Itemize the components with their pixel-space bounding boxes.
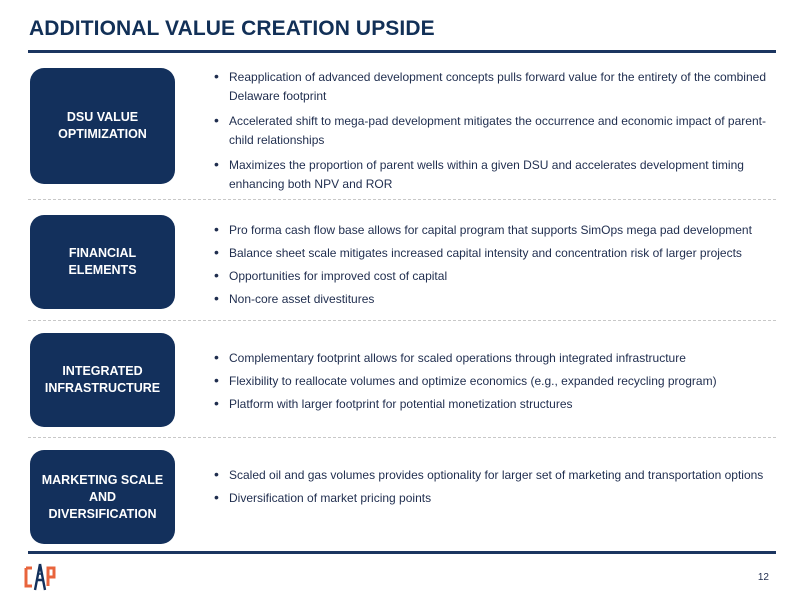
- section-label-box: [30, 450, 175, 544]
- bullet-item: • Accelerated shift to mega-pad development mitigates the occurrence and economic impact of parent-child relationships: [214, 112, 774, 150]
- bullet-item: • Balance sheet scale mitigates increased capital intensity and concentration risk of larger projects: [214, 244, 774, 263]
- bullet-list: [214, 349, 774, 414]
- bullet-item: • Diversification of market pricing points: [214, 489, 774, 508]
- title-underline: [28, 50, 776, 53]
- bullet-item: • Scaled oil and gas volumes provides optionality for larger set of marketing and transportation options: [214, 466, 774, 485]
- bullet-item: • Non-core asset divestitures: [214, 290, 774, 309]
- section-label: DSU VALUE OPTIMIZATION: [58, 110, 147, 141]
- section-label-box: [30, 333, 175, 427]
- bullet-item: • Maximizes the proportion of parent wells within a given DSU and accelerates development timing enhancing both NPV and ROR: [214, 156, 774, 194]
- section-marketing-scale: [28, 450, 776, 546]
- section-label: INTEGRATED INFRASTRUCTURE: [44, 364, 161, 395]
- bullet-list: [214, 68, 774, 194]
- section-label-box: [30, 215, 175, 309]
- bullet-item: • Reapplication of advanced development concepts pulls forward value for the entirety of the combined Delaware footprint: [214, 68, 774, 106]
- bullet-item: • Complementary footprint allows for scaled operations through integrated infrastructure: [214, 349, 774, 368]
- section-integrated-infrastructure: [28, 333, 776, 429]
- company-logo: [24, 562, 56, 592]
- bullet-item: • Flexibility to reallocate volumes and optimize economics (e.g., expanded recycling program): [214, 372, 774, 391]
- section-label: FINANCIAL ELEMENTS: [68, 246, 137, 277]
- bullet-list: [214, 221, 774, 309]
- section-dsu-value-optimization: [28, 68, 776, 194]
- footer-rule: [28, 551, 776, 554]
- bullet-list: [214, 466, 774, 508]
- bullet-item: • Platform with larger footprint for potential monetization structures: [214, 395, 774, 414]
- bullet-item: • Opportunities for improved cost of capital: [214, 267, 774, 286]
- section-financial-elements: [28, 213, 776, 313]
- section-divider: [28, 199, 776, 200]
- page-title: ADDITIONAL VALUE CREATION UPSIDE: [29, 17, 435, 40]
- page-number: 12: [757, 572, 769, 583]
- section-label-box: [30, 68, 175, 184]
- section-divider: [28, 437, 776, 438]
- section-label: MARKETING SCALE AND DIVERSIFICATION: [41, 472, 164, 521]
- bullet-item: • Pro forma cash flow base allows for capital program that supports SimOps mega pad development: [214, 221, 774, 240]
- section-divider: [28, 320, 776, 321]
